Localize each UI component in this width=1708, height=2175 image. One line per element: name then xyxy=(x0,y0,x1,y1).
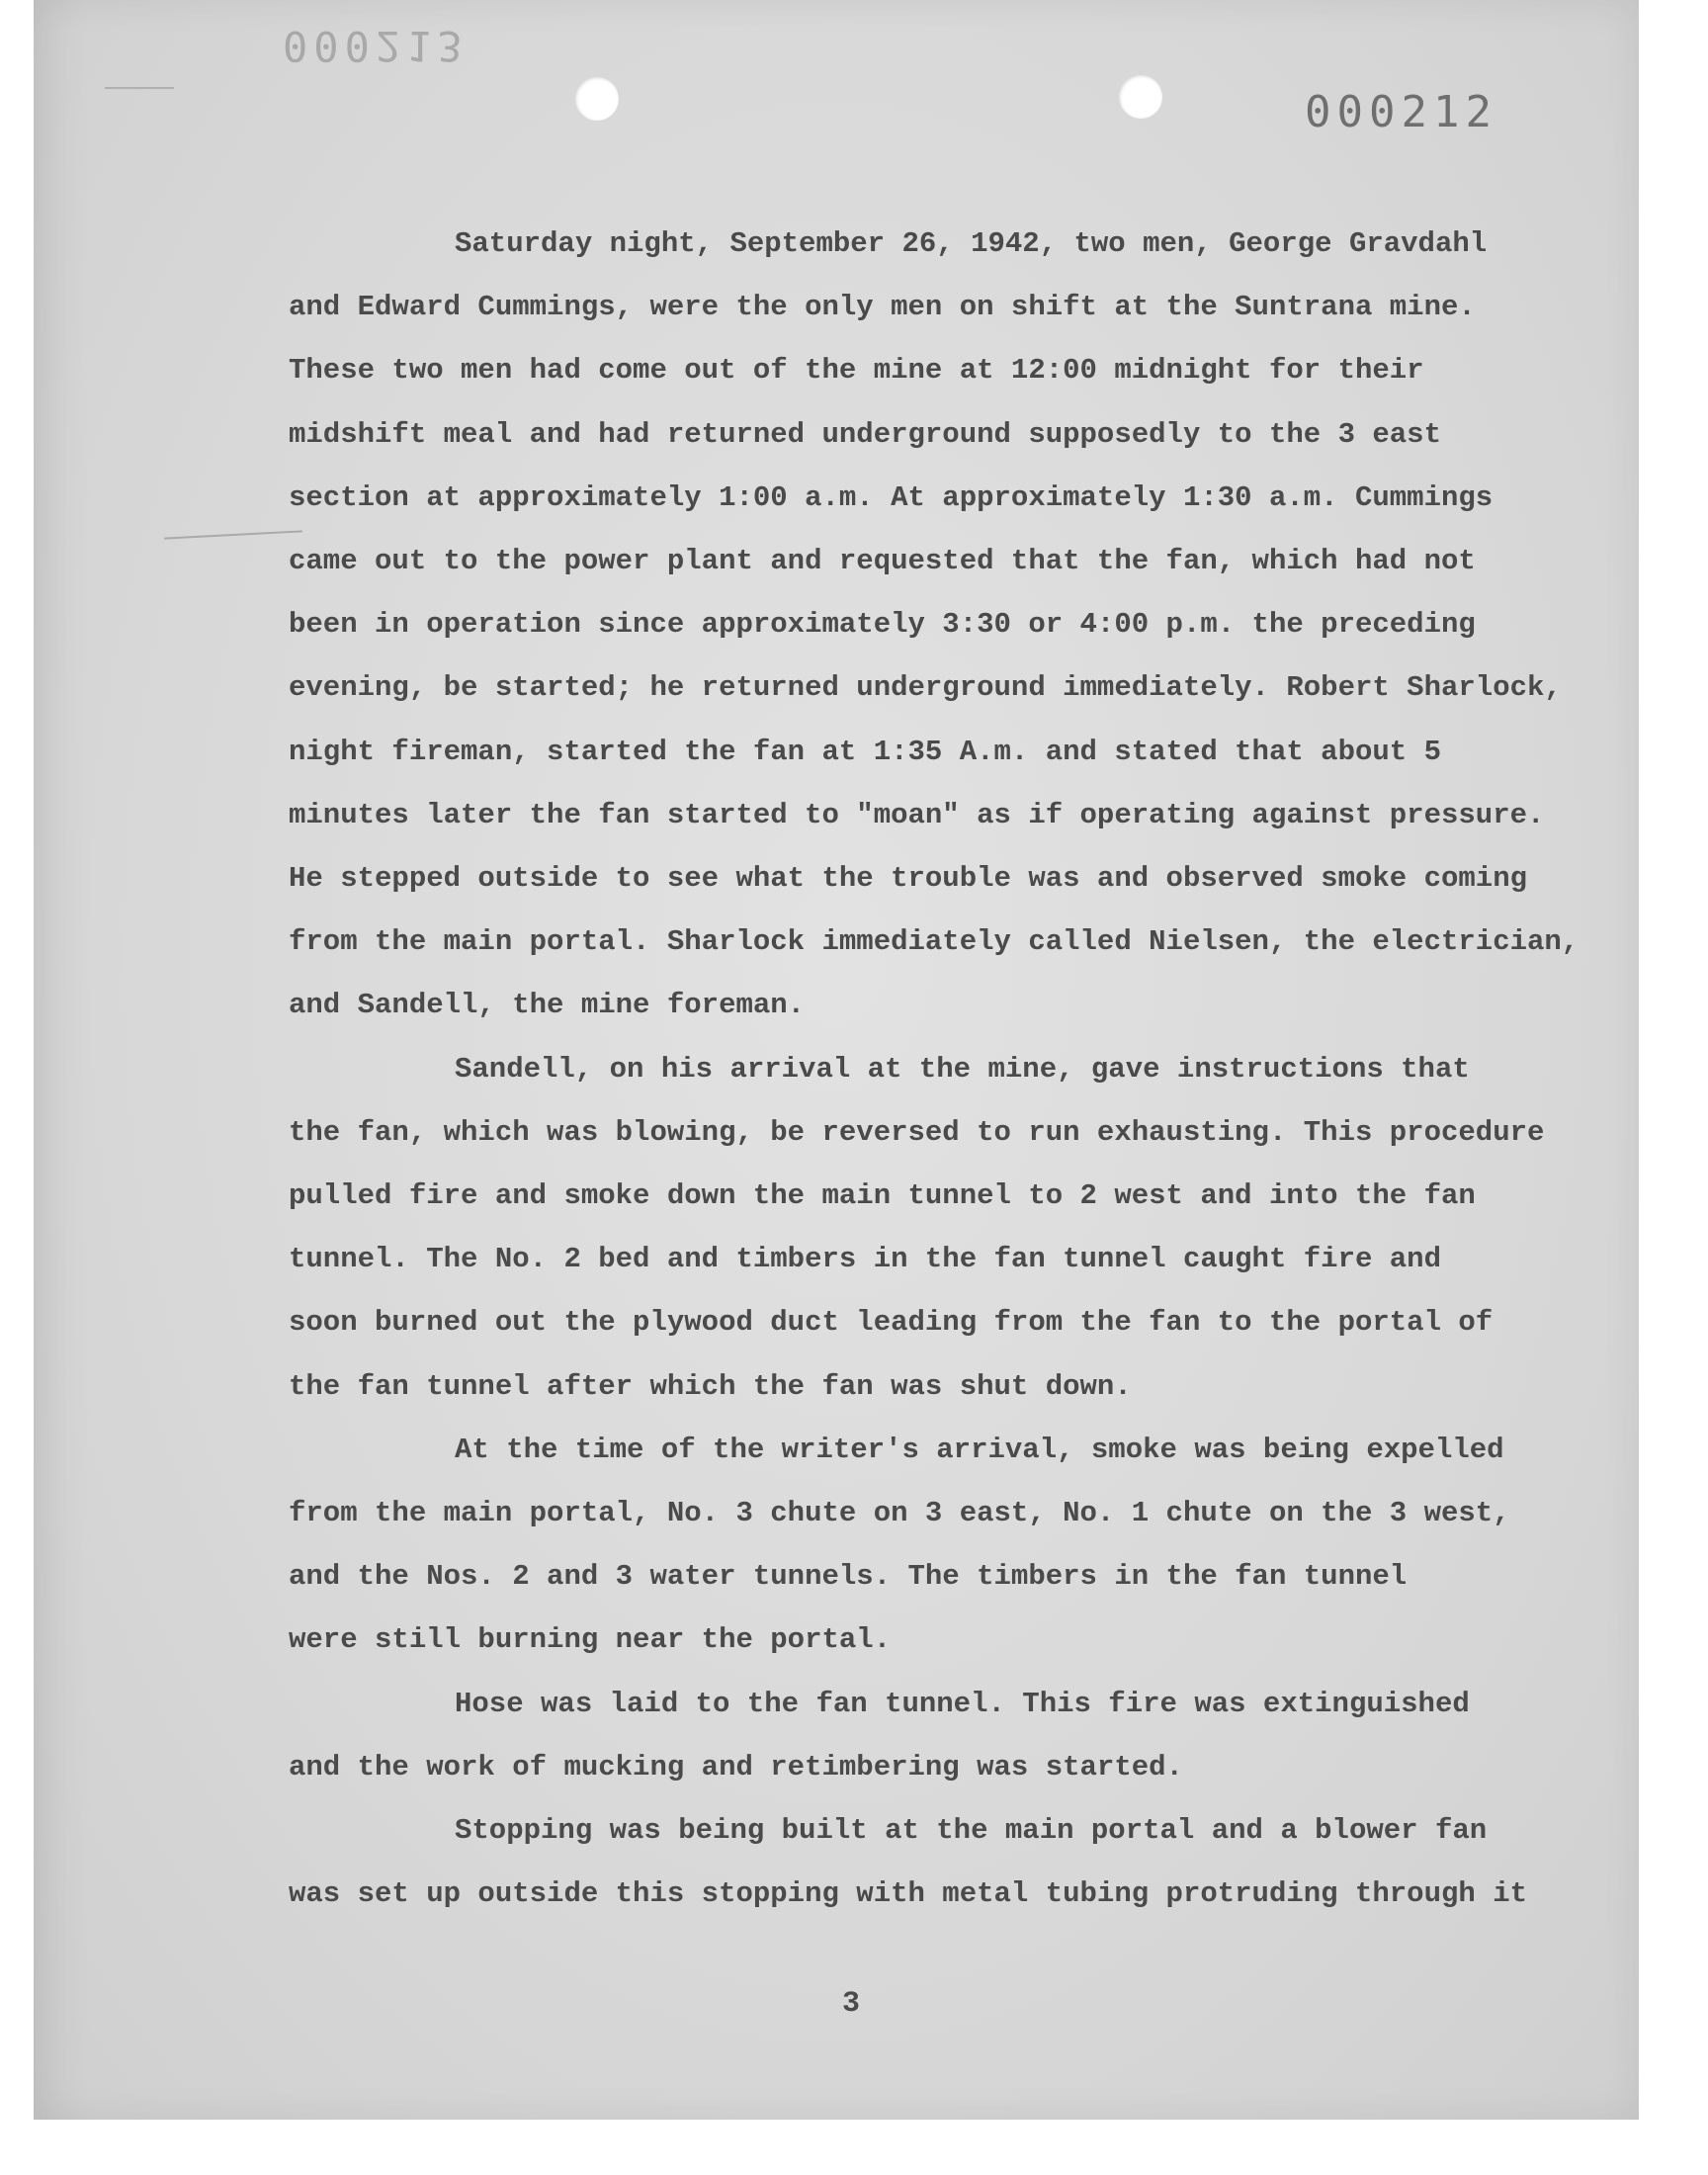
paragraph xyxy=(289,1038,1603,1419)
paragraph xyxy=(289,1419,1603,1673)
text-line: tunnel. The No. 2 bed and timbers in the fan tunnel caught fire and xyxy=(289,1243,1441,1276)
text-line: These two men had come out of the mine at 12:00 midnight for their xyxy=(289,354,1424,388)
text-line: night fireman, started the fan at 1:35 A.m. and stated that about 5 xyxy=(289,735,1441,768)
text-line: was set up outside this stopping with metal tubing protruding through it xyxy=(289,1877,1528,1911)
paragraph xyxy=(289,1673,1603,1799)
text-line: from the main portal, No. 3 chute on 3 east, No. 1 chute on the 3 west, xyxy=(289,1497,1510,1530)
text-line: At the time of the writer's arrival, smoke was being expelled xyxy=(455,1433,1504,1466)
text-line: the fan tunnel after which the fan was shut down. xyxy=(289,1369,1132,1403)
text-line: from the main portal. Sharlock immediately called Nielsen, the electrician, xyxy=(289,925,1580,959)
paragraph xyxy=(289,213,1603,1038)
punch-hole-left xyxy=(575,77,619,121)
punch-hole-right xyxy=(1119,75,1162,119)
text-line: soon burned out the plywood duct leading from the fan to the portal of xyxy=(289,1306,1494,1340)
text-line: been in operation since approximately 3:30 or 4:00 p.m. the preceding xyxy=(289,608,1476,642)
bates-stamp-faded: 000213 xyxy=(283,22,469,70)
bates-stamp: 000212 xyxy=(1305,87,1497,137)
scan-mark xyxy=(164,530,302,539)
page-number: 3 xyxy=(842,1987,861,2021)
text-line: the fan, which was blowing, be reversed to run exhausting. This procedure xyxy=(289,1115,1545,1149)
text-line: Stopping was being built at the main portal and a blower fan xyxy=(455,1814,1488,1848)
text-line: minutes later the fan started to "moan" as if operating against pressure. xyxy=(289,798,1545,831)
document-page xyxy=(34,0,1639,2120)
text-line: evening, be started; he returned underground immediately. Robert Sharlock, xyxy=(289,671,1562,705)
text-line: Saturday night, September 26, 1942, two men, George Gravdahl xyxy=(455,227,1488,260)
text-line: section at approximately 1:00 a.m. At approximately 1:30 a.m. Cummings xyxy=(289,480,1494,514)
document-body xyxy=(289,213,1603,1926)
text-line: and the Nos. 2 and 3 water tunnels. The timbers in the fan tunnel xyxy=(289,1560,1408,1594)
text-line: and Sandell, the mine foreman. xyxy=(289,989,806,1022)
text-line: He stepped outside to see what the trouble was and observed smoke coming xyxy=(289,862,1528,896)
text-line: Hose was laid to the fan tunnel. This fire was extinguished xyxy=(455,1687,1470,1720)
text-line: were still burning near the portal. xyxy=(289,1623,892,1657)
text-line: pulled fire and smoke down the main tunnel to 2 west and into the fan xyxy=(289,1179,1476,1213)
text-line: and Edward Cummings, were the only men on shift at the Suntrana mine. xyxy=(289,291,1476,324)
text-line: came out to the power plant and requested that the fan, which had not xyxy=(289,545,1476,578)
text-line: and the work of mucking and retimbering was started. xyxy=(289,1750,1183,1784)
scan-mark xyxy=(105,87,174,89)
paragraph xyxy=(289,1799,1603,1926)
text-line: Sandell, on his arrival at the mine, gave instructions that xyxy=(455,1052,1470,1086)
text-line: midshift meal and had returned underground supposedly to the 3 east xyxy=(289,417,1441,451)
